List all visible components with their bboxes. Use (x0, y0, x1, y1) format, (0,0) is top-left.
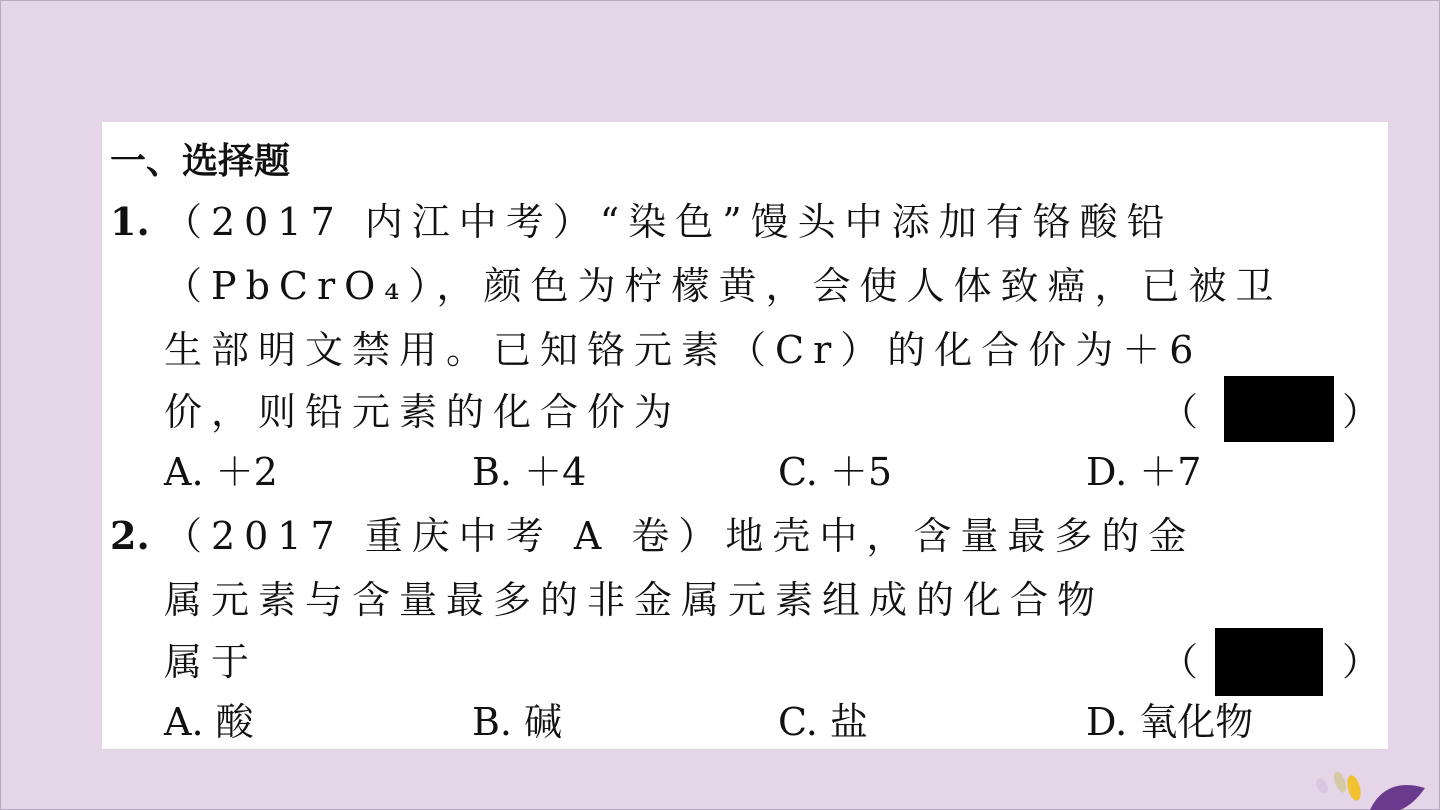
question-1-option-a: A. ＋2 (164, 450, 278, 494)
question-1-line-2: （PbCrO₄），颜色为柠檬黄，会使人体致癌，已被卫 (164, 264, 1283, 308)
question-1-answer-mask (1224, 376, 1334, 442)
question-1-line-4: 价，则铅元素的化合价为 (164, 390, 682, 434)
question-2-answer-mask (1215, 628, 1323, 696)
question-1-answer-open-paren: （ (1160, 390, 1199, 434)
question-2-number: 2. (110, 513, 150, 558)
question-2-answer-open-paren: （ (1160, 640, 1199, 684)
question-2-line-3: 属于 (164, 640, 259, 684)
decorative-leaves-icon (1300, 760, 1440, 810)
question-1-number: 1. (110, 199, 150, 244)
question-1-answer-close-paren: ） (1342, 390, 1381, 434)
question-1-line-1: （2017 内江中考）“染色”馒头中添加有铬酸铅 (164, 200, 1174, 244)
question-1-option-c: C. ＋5 (778, 450, 893, 494)
question-1-line-3: 生部明文禁用。已知铬元素（Cr）的化合价为＋6 (164, 328, 1203, 372)
question-2-option-c: C. 盐 (778, 700, 868, 744)
question-panel (102, 122, 1388, 749)
question-2-option-d: D. 氧化物 (1086, 700, 1254, 744)
question-1-option-b: B. ＋4 (472, 450, 587, 494)
question-1-option-d: D. ＋7 (1086, 450, 1202, 494)
question-2-option-b: B. 碱 (472, 700, 563, 744)
question-2-answer-close-paren: ） (1342, 640, 1381, 684)
section-title: 一、选择题 (110, 141, 291, 182)
question-2-option-a: A. 酸 (164, 700, 254, 744)
question-2-line-2: 属元素与含量最多的非金属元素组成的化合物 (164, 578, 1105, 622)
question-2-line-1: （2017 重庆中考 A 卷）地壳中，含量最多的金 (164, 514, 1196, 558)
